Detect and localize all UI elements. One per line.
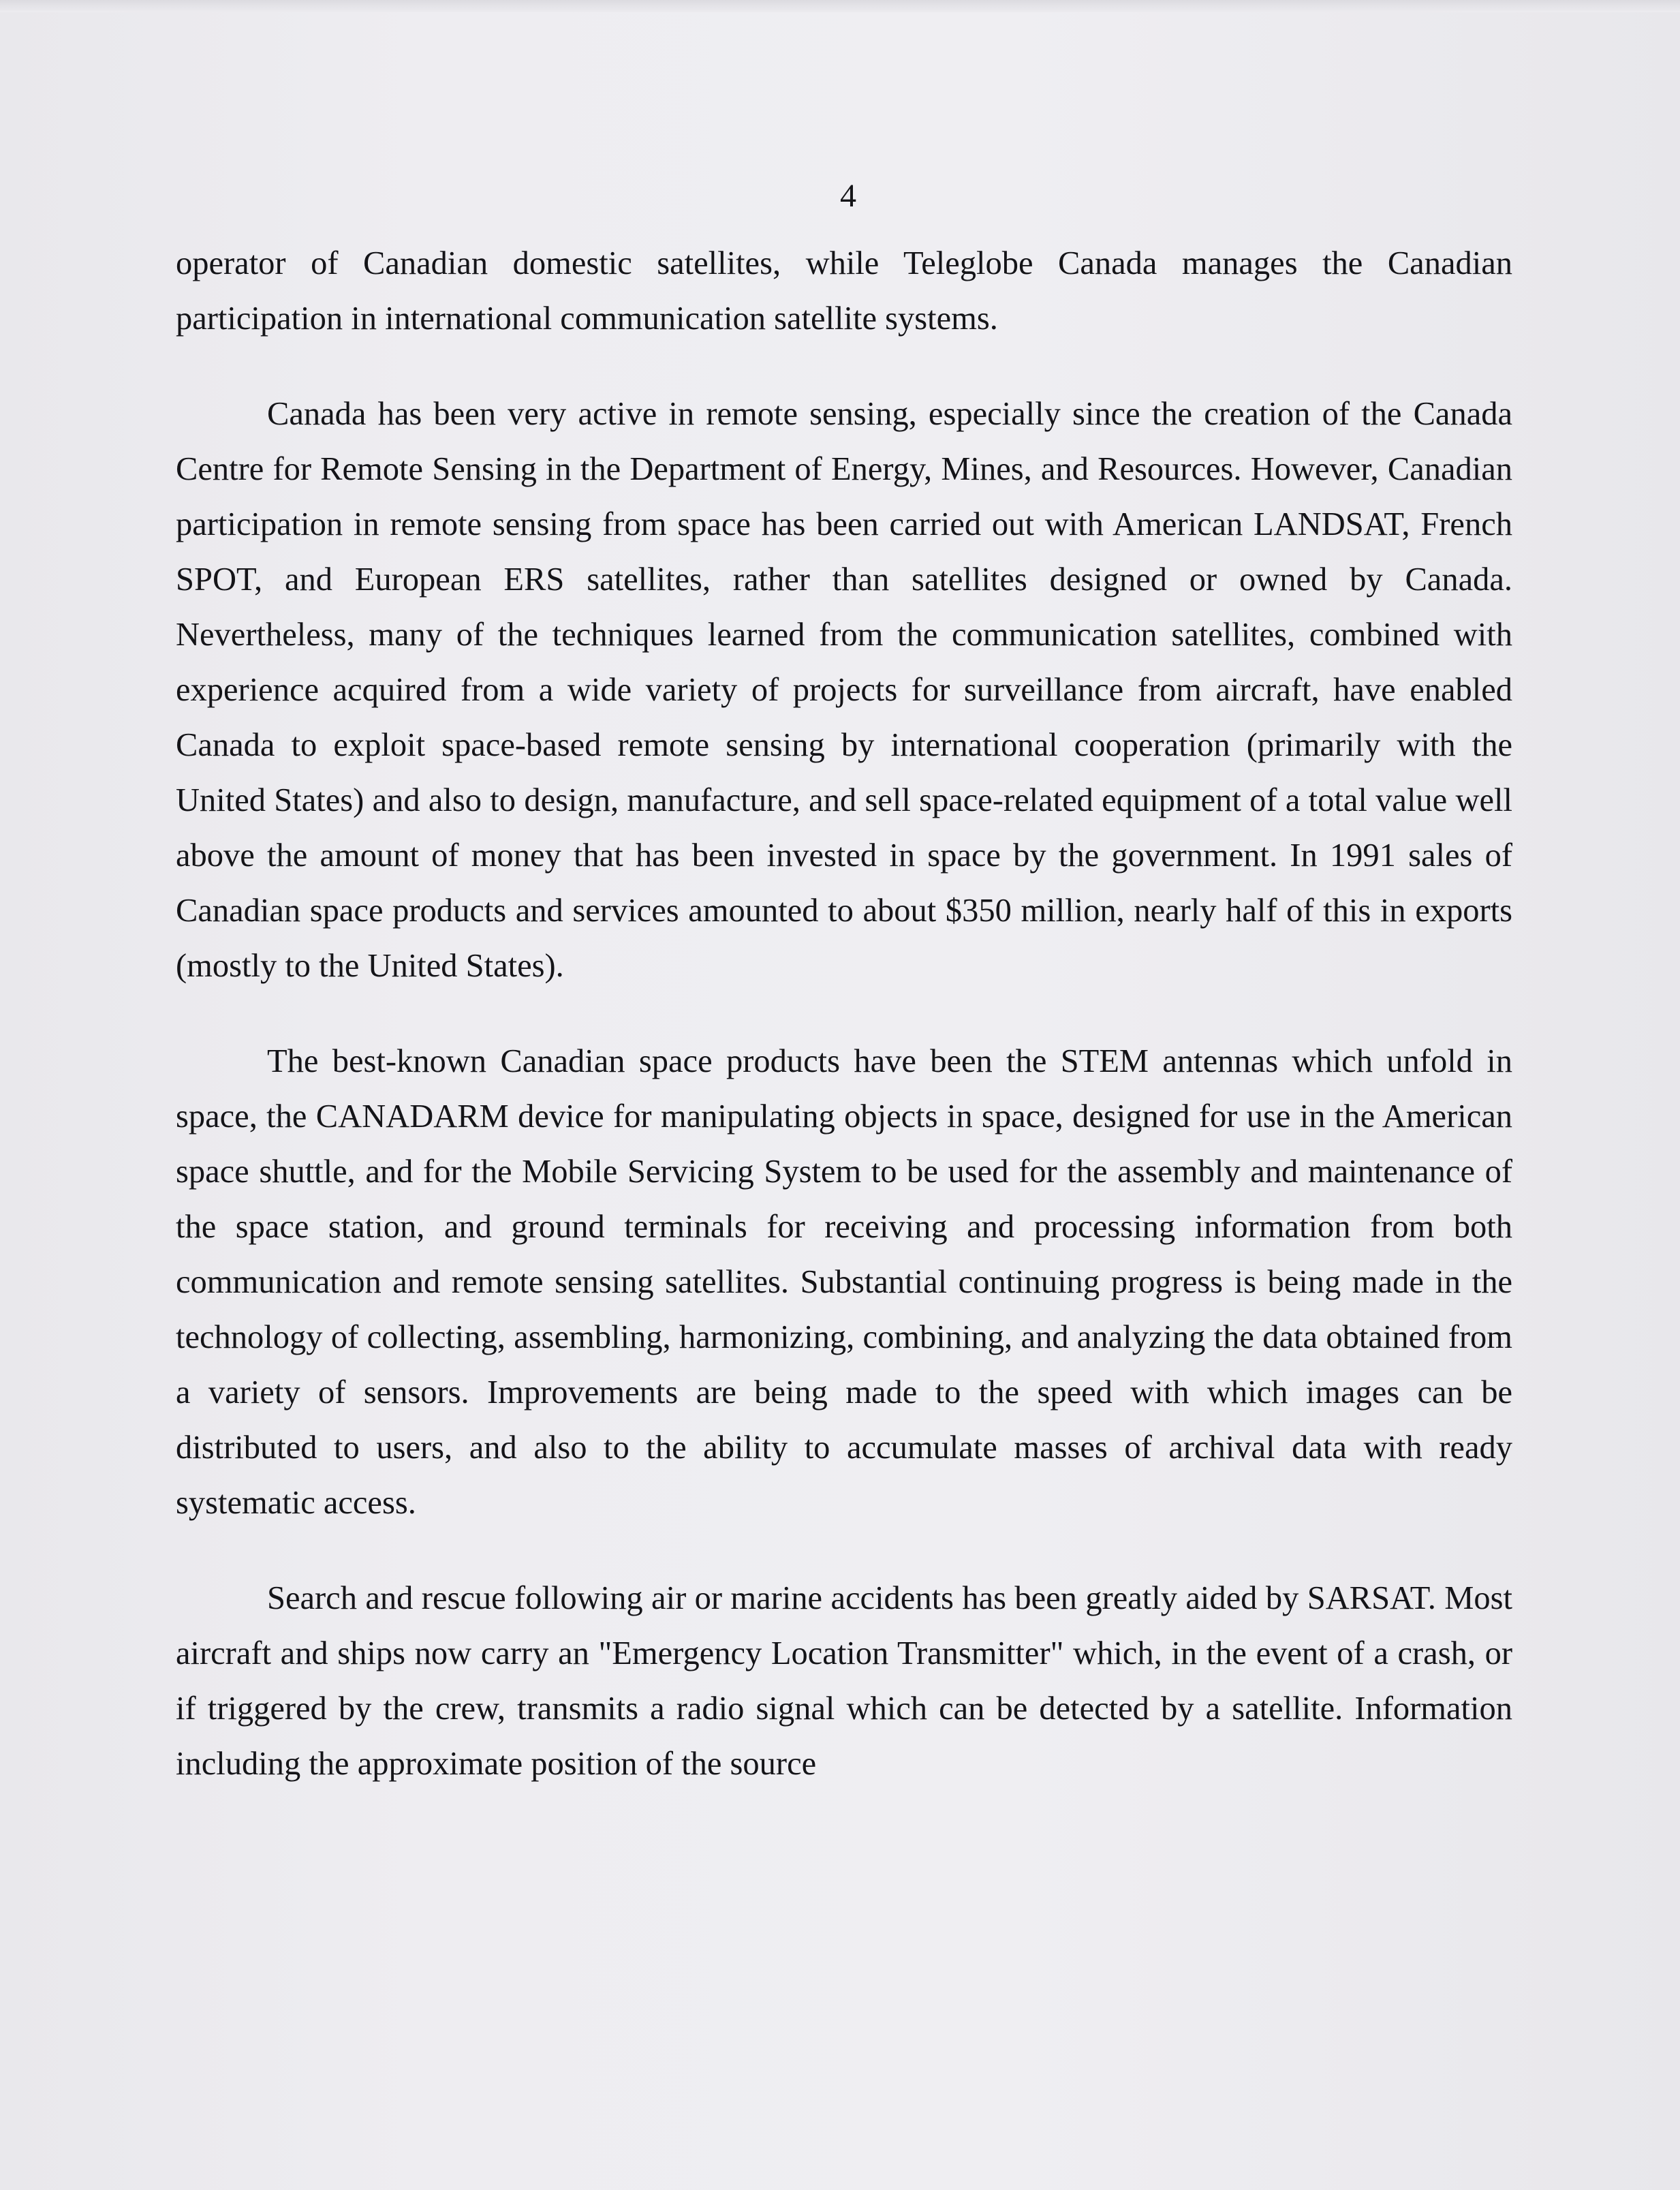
paragraph-search-and-rescue: Search and rescue following air or marine accidents has been greatly aided by SARSAT. Most aircraft and ships now carry an "Emergency Location Transmitter" which, in the event of a crash, or if triggered by the crew, transmits a radio signal which can be detected by a satellite. Information including the approximate position of the source (176, 1580, 1512, 1782)
paragraph-continuation: operator of Canadian domestic satellites, while Teleglobe Canada manages the Canadian participation in international communication satellite systems. (176, 245, 1512, 337)
body-text (176, 236, 1512, 1791)
paragraph-gap (176, 993, 1512, 1034)
page-top-edge (0, 0, 1680, 12)
paragraph-remote-sensing: Canada has been very active in remote sensing, especially since the creation of the Canada Centre for Remote Sensing in the Department of Energy, Mines, and Resources. However, Canadian participation in remote sensing from space has been carried out with American LANDSAT, French SPOT, and European ERS satellites, rather than satellites designed or owned by Canada. Nevertheless, many of the techniques learned from the communication satellites, combined with experience acquired from a wide variety of projects for surveillance from aircraft, have enabled Canada to exploit space-based remote sensing by international cooperation (primarily with the United States) and also to design, manufacture, and sell space-related equipment of a total value well above the amount of money that has been invested in space by the government. In 1991 sales of Canadian space products and services amounted to about $350 million, nearly half of this in exports (mostly to the United States). (176, 396, 1512, 984)
paragraph-space-products: The best-known Canadian space products have been the STEM antennas which unfold in space, the CANADARM device for manipulating objects in space, designed for use in the American space shuttle, and for the Mobile Servicing System to be used for the assembly and maintenance of the space station, and ground terminals for receiving and processing information from both communication and remote sensing satellites. Substantial continuing progress is being made in the technology of collecting, assembling, harmonizing, combining, and analyzing the data obtained from a variety of sensors. Improvements are being made to the speed with which images can be distributed to users, and also to the ability to accumulate masses of archival data with ready systematic access. (176, 1043, 1512, 1521)
paragraph-gap (176, 1530, 1512, 1571)
paragraph-gap (176, 346, 1512, 386)
page-number: 4 (840, 178, 856, 214)
